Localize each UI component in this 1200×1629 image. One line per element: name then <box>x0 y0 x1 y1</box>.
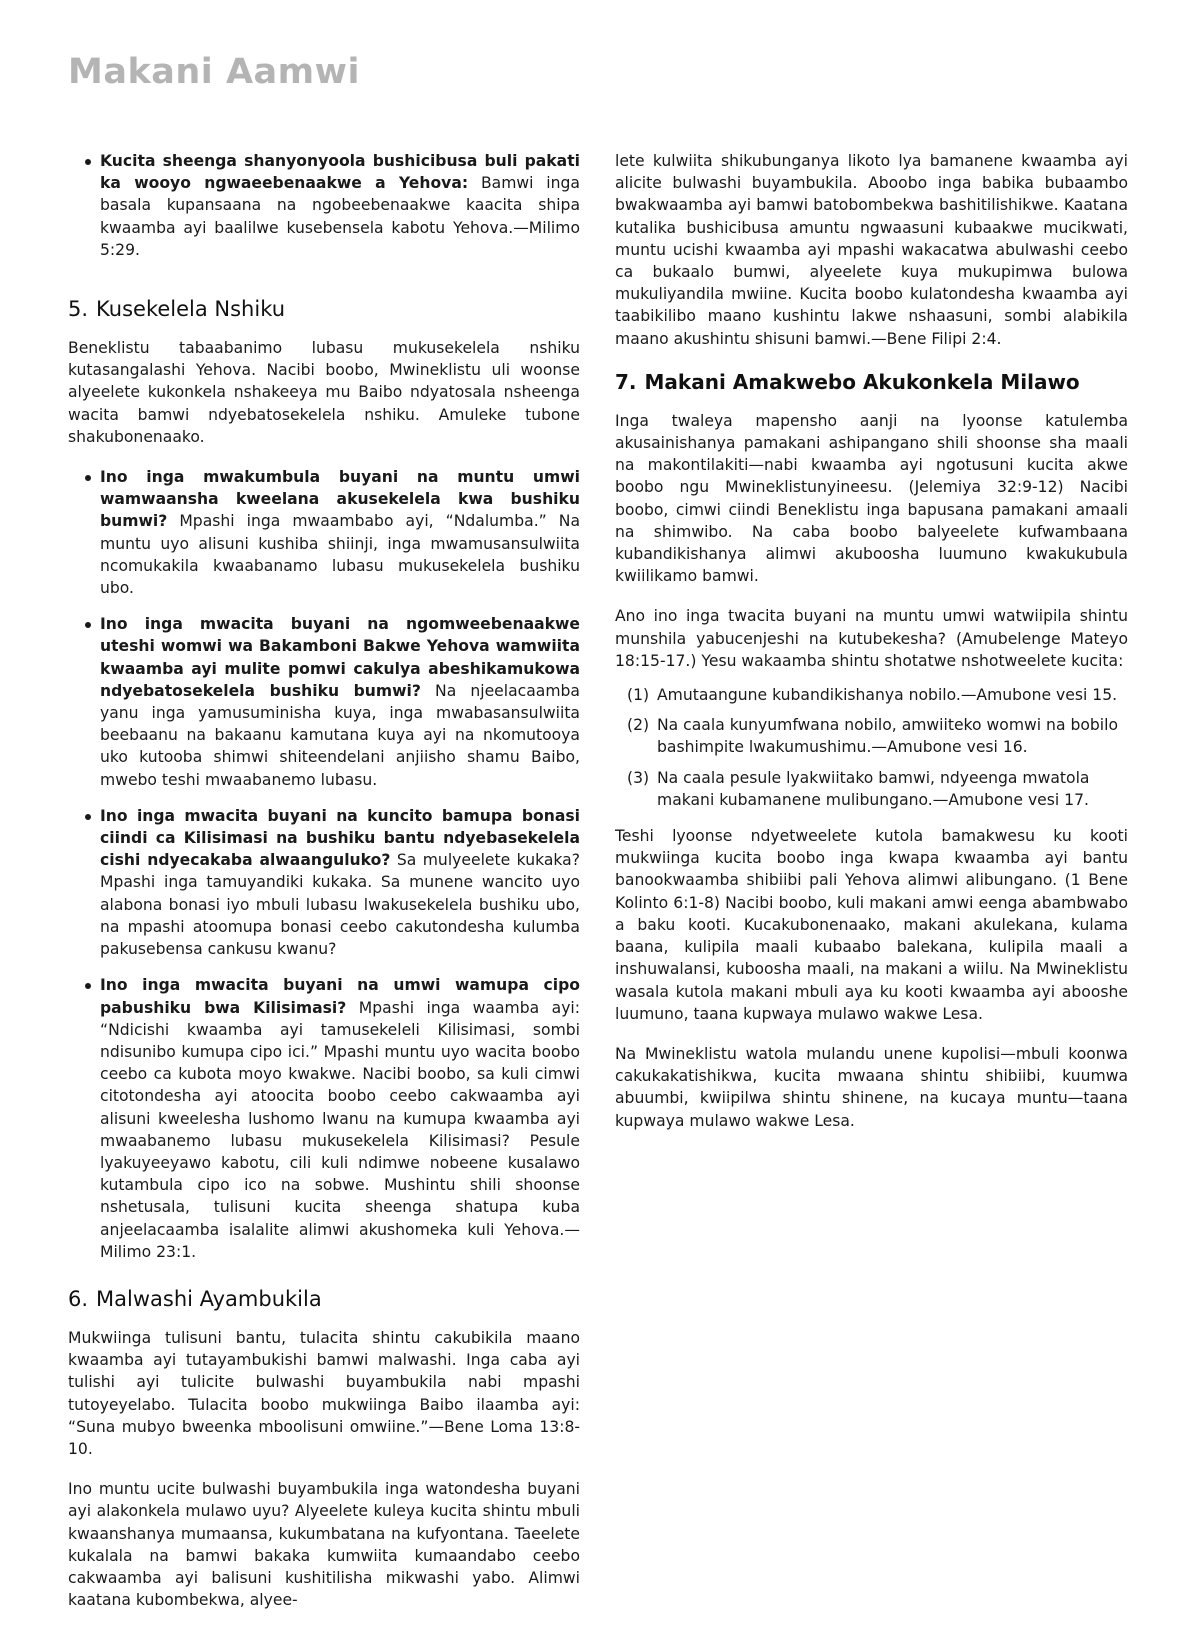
section-6-paragraph-1: Mukwiinga tulisuni bantu, tulacita shintu cakubikila maano kwaamba ayi tutayambukishi bamwi malwashi. Inga caba ayi tulishi ayi tulicite bulwashi buyambukila nabi mpashi tutoyeyelabo. Tulacita boobo mukwiinga Baibo ilaamba ayi: “Suna mubyo bweenka mboolisuni omwiine.”—Bene Loma 13:8-10. <box>68 1328 580 1458</box>
section-title: Makani Amakwebo Akukonkela Milawo <box>644 369 1080 394</box>
bullet-lead: Ino inga mwacita buyani na ngomweebenaakwe uteshi womwi wa Bakamboni Bakwe Yehova wamwiita kwaamba ayi mulite pomwi cakulya abeshikamukowa ndyebatosekelela bushiku bumwi? <box>100 615 580 700</box>
bullet-lead: Ino inga mwacita buyani na kuncito bamupa bonasi ciindi ca Kilisimasi na bushiku bantu ndyebasekelela cishi ndyecakaba alwaanguluko? <box>100 806 580 870</box>
section-7-paragraph-4: Na Mwineklistu watola mulandu unene kupolisi—mbuli koonwa cakukakatishikwa, kucita mwaana shintu shibiibi, kuumwa abuumbi, kwiipilwa shintu shinene, na kucaya muntu—taana kupwaya mulawo wakwe Lesa. <box>615 1044 1128 1130</box>
section-number: 5. <box>68 297 89 322</box>
list-item <box>615 684 1128 706</box>
step-text: Na caala pesule lyakwiitako bamwi, ndyeenga mwatola makani kubamanene mulibungano.—Amubone vesi 17. <box>657 768 1090 809</box>
section-6-paragraph-2: Ino muntu ucite bulwashi buyambukila inga watondesha buyani ayi alakonkela mulawo uyu? Alyeelete kuleya kucita shintu mbuli kwaanshanya mumaansa, kukumbatana na kufyontana. Taeelete kukalala na bamwi bakaka kumwiita kumaandabo ceebo cakwaamba ayi balisuni kushitilisha mikwashi yabo. Alimwi kaatana kubombekwa, alyee- <box>68 1480 580 1610</box>
section-7-paragraph-1: Inga twaleya mapensho aanji na lyoonse katulemba akusainishanya pamakani ashipangano shili shoonse sha maali na makontilakiti—nabi kwaamba ayi ngotusuni kucita akwe boobo ngu Mwineklistunyineesu. (Jelemiya 32:9-12) Nacibi boobo, cimwi ciindi Beneklistu inga bapusana pamakani amaali na shimwibo. Na caba boobo balyeelete kufwambaana kubandikishanya alimwi akuboosha luumuno kwakukubula kwiilikamo bamwi. <box>615 411 1128 586</box>
section-title: Kusekelela Nshiku <box>96 297 286 322</box>
section-7-paragraph-2: Ano ino inga twacita buyani na muntu umwi watwiipila shintu munshila yabucenjeshi na kutubekesha? (Amubelenge Mateyo 18:15-17.) Yesu wakaamba shintu shotatwe nshotweelete kucita: <box>615 607 1128 670</box>
list-item <box>615 767 1128 811</box>
section-5-heading <box>68 295 580 323</box>
bullet-icon <box>85 622 91 628</box>
section-6-heading <box>68 1285 580 1313</box>
bullet-icon <box>85 475 91 481</box>
list-item <box>68 466 580 599</box>
bullet-icon <box>85 983 91 989</box>
section-5-paragraph: Beneklistu tabaabanimo lubasu mukusekelela nshiku kutasangalashi Yehova. Nacibi boobo, Mwineklistu uli woonse alyeelete kukonkela nshakeeya mu Baibo ndyatosala nsheenga wacita bamwi ndyebatosekelela nshiku. Amuleke tubone shakubonenaako. <box>68 339 580 446</box>
running-head: Makani Aamwi <box>68 52 360 92</box>
section-title: Malwashi Ayambukila <box>96 1286 322 1311</box>
step-number: (1) <box>627 686 650 705</box>
step-text: Amutaangune kubandikishanya nobilo.—Amubone vesi 15. <box>657 686 1118 705</box>
bullet-lead: Ino inga mwakumbula buyani na muntu umwi wamwaansha kweelana akusekelela kwa bushiku bumwi? <box>100 468 580 531</box>
bullet-text: Sa mulyeelete kukaka? Mpashi inga tamuyandiki kukaka. Sa munene wancito uyo alabona bonasi iyo mbuli lubasu lwakusekelela bushiku ubo, na mpashi atoomupa bonasi ceebo cakutondesha kulumba pakusebensa cankusu kwanu? <box>100 851 580 959</box>
bullet-text: Mpashi inga mwaambabo ayi, “Ndalumba.” Na muntu uyo alisuni kushiba shiinji, inga mwamusansulwiita ncomukakila kwaabanamo lubasu mukusekelela bushiku ubo. <box>100 512 580 598</box>
bullet-icon <box>85 159 91 165</box>
left-column <box>68 150 580 1629</box>
section-7-paragraph-3: Teshi lyoonse ndyetweelete kutola bamakwesu ku kooti mukwiinga kucita boobo inga kwapa kwaamba ayi bantu banookwaamba shibiibi pali Yehova alimwi alibungano. (1 Bene Kolinto 6:1-8) Nacibi boobo, kuli makani amwi eenga abambwabo a baku kooti. Kucakubonenaako, makani akulekana, kulama baana, kulipila maali kubaabo balekana, kulipila maali a inshuwalansi, kuboosha maali, na makani a wiilu. Na Mwineklistu wasala kutola makani mbuli aya ku kooti kwaamba ayi abooshe luumuno, taana kupwaya mulawo wakwe Lesa. <box>615 827 1128 1023</box>
section-5-bullet-list <box>68 466 580 1263</box>
list-item <box>68 974 580 1263</box>
bullet-text: Na njeelacaamba yanu inga yamusuminisha kuya, inga mwabasansulwiita beebaanu na bakaanu kamutana kuya ayi na nkomutooya uko kutooba shimwi shiteendelani anjiisho shamu Baibo, mwebo teshi mwaabanemo lubasu. <box>100 681 580 789</box>
bullet-text: Mpashi inga waamba ayi: “Ndicishi kwaamba ayi tamusekeleli Kilisimasi, sombi ndisunibo kumupa cipo ici.” Mpashi muntu uyo wacita boobo ceebo ca kubota moyo kwakwe. Nacibi boobo, sa kuli cimwi citotondesha ayi atoocita boobo ceebo cakwaamba ayi alisuni kweelesha lushomo lwanu na kumupa kwaamba ayi mwaabanemo lubasu mukusekelela Kilisimasi? Pesule lyakuyeeyawo kabotu, cili kuli ndimwe nobeene kusalawo kutambula cipo ico na sobwe. Mushintu shili shoonse nshetusala, tulisuni kucita sheenga shatupa kuba anjeelacaamba isalalite alimwi akushomeka kuli Yehova.—Milimo 23:1. <box>100 998 581 1261</box>
section-7-heading <box>615 368 1128 396</box>
continuation-paragraph: lete kulwiita shikubunganya likoto lya bamanene kwaamba ayi alicite bulwashi buyambukila. Aboobo inga babika bubaambo bwakwaamba ayi bamwi batobombekwa bashitilishikwe. Kaatana kutalika bushicibusa amuntu ngwaasuni kubaakwe mucikwati, muntu ucishi kwaamba ayi mpashi wakacatwa abulwashi ceebo ca bukaalo bumwi, alyeelete kuya mukupimwa bulowa mukuliyandila mwiine. Kucita boobo kulatondesha kwaamba ayi taabikilibo maano kushintu lakwe nshaasuni, sombi alabikila maano akushintu shisuni bamwi.—Bene Filipi 2:4. <box>615 152 1128 348</box>
step-number: (2) <box>627 716 650 735</box>
section-number: 6. <box>68 1286 89 1311</box>
bullet-lead: Ino inga mwacita buyani na umwi wamupa cipo pabushiku bwa Kilisimasi? <box>100 976 580 1017</box>
steps-list <box>615 684 1128 811</box>
bullet-icon <box>85 814 91 820</box>
bullet-text: Bamwi inga basala kupansaana na ngobeebenaakwe kaacita shipa kwaamba ayi baalilwe kusebensela kabotu Yehova.—Milimo 5:29. <box>100 174 580 259</box>
bullet-lead: Kucita sheenga shanyonyoola bushicibusa buli pakati ka wooyo ngwaeebenaakwe a Yehova: <box>100 152 580 193</box>
step-text: Na caala kunyumfwana nobilo, amwiiteko womwi na bobilo bashimpite lwakumushimu.—Amubone vesi 16. <box>657 716 1118 757</box>
intro-bullet-list <box>68 150 580 261</box>
step-number: (3) <box>627 768 650 787</box>
list-item <box>68 150 580 261</box>
section-number: 7. <box>615 369 637 394</box>
list-item <box>68 613 580 791</box>
list-item <box>615 714 1128 758</box>
list-item <box>68 805 580 960</box>
right-column <box>615 150 1128 1150</box>
